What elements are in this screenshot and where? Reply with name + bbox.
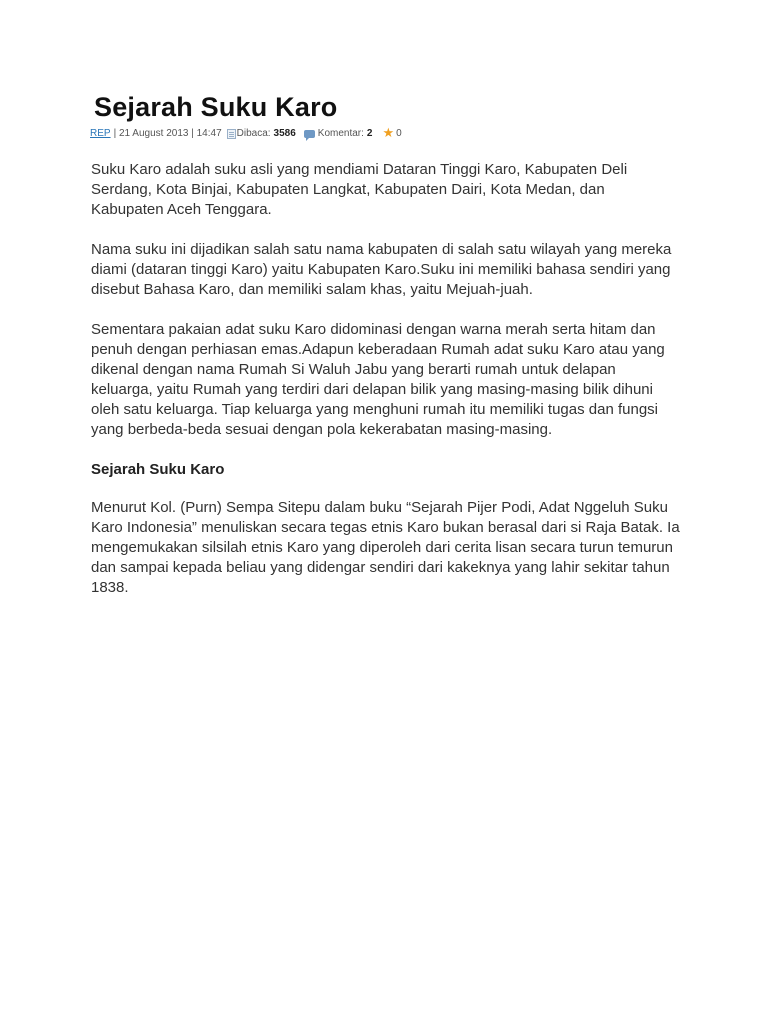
views-count: 3586 (273, 128, 296, 139)
paragraph: Nama suku ini dijadikan salah satu nama kabupaten di salah satu wilayah yang mereka diami (dataran tinggi Karo) yaitu Kabupaten Karo.Suku ini memiliki bahasa sendiri yang disebut Bahasa Karo, dan memiliki salam khas, yaitu Mejuah-juah. (91, 241, 672, 298)
comments-label: Komentar: (317, 128, 364, 139)
paragraph: Suku Karo adalah suku asli yang mendiami Dataran Tinggi Karo, Kabupaten Deli Serdang, Kota Binjai, Kabupaten Langkat, Kabupaten Dairi, Kota Medan, dan Kabupaten Aceh Tenggara. (91, 161, 628, 218)
paragraph: Menurut Kol. (Purn) Sempa Sitepu dalam buku “Sejarah Pijer Podi, Adat Nggeluh Suku Karo Indonesia” menuliskan secara tegas etnis Karo bukan berasal dari si Raja Batak. Ia mengemukakan silsilah etnis Karo yang diperoleh dari cerita lisan secara turun temurun dan sampai kepada beliau yang didengar sendiri dari kakeknya yang lahir sekitar tahun 1838. (91, 499, 680, 596)
meta-date: | 21 August 2013 | 14:47 (113, 128, 222, 139)
views-label: Dibaca: (236, 128, 271, 139)
comments-count: 2 (366, 128, 373, 139)
article-meta (90, 125, 402, 141)
author-link[interactable]: REP (90, 128, 111, 139)
star-icon: ★ (382, 125, 395, 141)
article-body (91, 160, 681, 618)
document-icon (227, 129, 236, 139)
section-heading: Sejarah Suku Karo (91, 461, 225, 478)
comment-icon (304, 130, 315, 138)
page-title: Sejarah Suku Karo (94, 92, 338, 122)
rating-count: 0 (396, 128, 402, 139)
paragraph: Sementara pakaian adat suku Karo didominasi dengan warna merah serta hitam dan penuh dengan perhiasan emas.Adapun keberadaan Rumah adat suku Karo atau yang dikenal dengan nama Rumah Si Waluh Jabu yang berarti rumah untuk delapan keluarga, yaitu Rumah yang terdiri dari delapan bilik yang masing-masing bilik dihuni oleh satu keluarga. Tiap keluarga yang menghuni rumah itu memiliki tugas dan fungsi yang berbeda-beda sesuai dengan pola kekerabatan masing-masing. (91, 321, 665, 438)
